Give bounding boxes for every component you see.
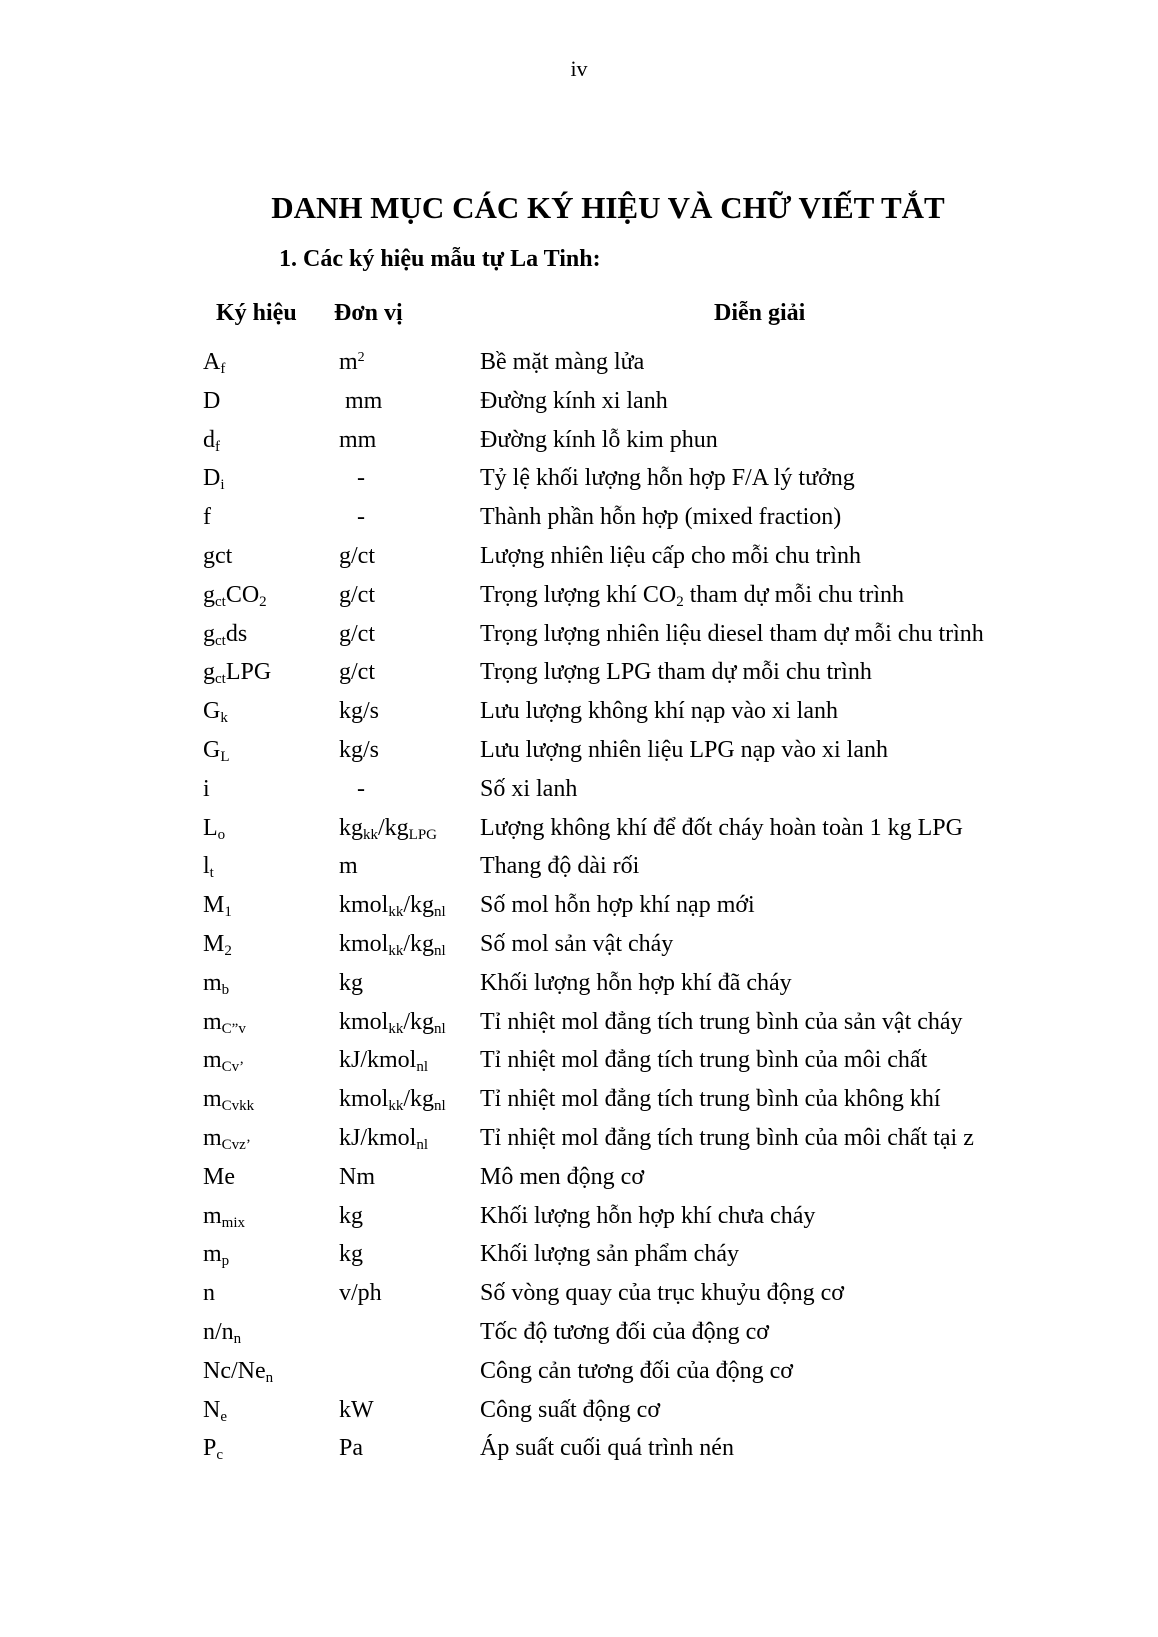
symbol-cell [203, 850, 214, 882]
symbol-cell [203, 618, 247, 650]
rows.15.desc-part: Số mol sản vật cháy [480, 930, 674, 957]
symbol-cell [203, 812, 225, 844]
rows.18.unit-part: nl [416, 1059, 429, 1076]
symbol-cell [203, 695, 228, 727]
rows.0.sym-part: A [203, 349, 221, 375]
rows.6.desc-part: tham dự mỗi chu trình [683, 581, 904, 608]
symbol-cell [203, 579, 267, 611]
rows.7.desc-part: Trọng lượng nhiên liệu diesel tham dự mỗi chu trình [480, 620, 984, 647]
rows.13.sym-part: t [209, 865, 214, 882]
description-cell [480, 1394, 660, 1426]
rows.16.desc-part: Khối lượng hỗn hợp khí đã cháy [480, 969, 792, 996]
rows.23.sym-part: m [203, 1241, 222, 1268]
description-cell [480, 462, 855, 494]
rows.20.sym-part: m [203, 1124, 222, 1151]
description-cell [480, 1355, 793, 1387]
rows.14.unit-part: kk [388, 904, 404, 921]
description-cell [480, 1200, 815, 1232]
description-cell [480, 1083, 941, 1115]
table-row [0, 501, 1158, 540]
rows.13.unit-part: m [339, 853, 358, 880]
rows.20.unit-part: nl [416, 1136, 429, 1153]
rows.8.sym-part: g [203, 659, 215, 686]
column-header-symbol: Ký hiệu [216, 300, 297, 326]
description-cell [480, 889, 755, 921]
rows.16.sym-part: m [203, 969, 222, 996]
rows.2.unit-part: mm [339, 426, 377, 453]
description-cell [480, 346, 644, 378]
rows.11.sym-part: i [203, 775, 210, 802]
rows.27.desc-part: Công suất động cơ [480, 1396, 661, 1423]
rows.27.sym-part: e [220, 1408, 228, 1425]
description-cell [480, 1277, 844, 1309]
symbol-cell [203, 656, 271, 688]
table-row [0, 540, 1158, 579]
symbol-cell [203, 1122, 251, 1154]
rows.22.sym-part: mix [221, 1214, 246, 1231]
symbol-cell [203, 346, 225, 378]
rows.10.unit-part: kg/s [339, 736, 380, 763]
rows.6.desc-part: Trọng lượng khí CO [480, 581, 677, 608]
rows.12.unit-part: LPG [408, 826, 438, 843]
rows.19.unit-part: /kg [403, 1086, 435, 1113]
symbol-cell [203, 501, 211, 533]
rows.4.unit-part: - [339, 504, 365, 531]
table-row [0, 618, 1158, 657]
rows.26.desc-part: Công cản tương đối của động cơ [480, 1357, 793, 1384]
unit-cell [339, 1394, 374, 1426]
unit-cell [339, 889, 446, 921]
rows.8.unit-part: g/ct [339, 659, 375, 686]
rows.25.sym-part: n [233, 1330, 242, 1347]
table-row [0, 1238, 1158, 1277]
unit-cell [339, 1044, 428, 1076]
description-cell [480, 501, 841, 533]
rows.18.sym-part: Cv’ [221, 1059, 245, 1076]
symbol-cell [203, 773, 210, 805]
rows.7.sym-part: ds [225, 620, 248, 647]
rows.17.unit-part: /kg [403, 1008, 435, 1035]
rows.25.sym-part: n/n [203, 1318, 234, 1345]
symbol-cell [203, 385, 220, 417]
rows.11.unit-part: - [339, 775, 365, 802]
unit-cell [339, 579, 375, 611]
unit-cell [339, 424, 376, 456]
rows.6.sym-part: g [203, 581, 215, 608]
description-cell [480, 734, 888, 766]
table-row [0, 1200, 1158, 1239]
rows.17.unit-part: kk [388, 1020, 404, 1037]
rows.21.desc-part: Mô men động cơ [480, 1163, 645, 1190]
rows.24.unit-part: v/ph [339, 1280, 382, 1307]
rows.3.sym-part: D [203, 465, 221, 492]
symbol-cell [203, 1161, 235, 1193]
rows.23.unit-part: kg [339, 1241, 363, 1268]
rows.5.sym-part: gct [203, 542, 233, 569]
table-row [0, 1394, 1158, 1433]
rows.18.sym-part: m [203, 1047, 222, 1074]
rows.12.desc-part: Lượng không khí để đốt cháy hoàn toàn 1 kg LPG [480, 814, 963, 841]
symbol-cell [203, 1083, 254, 1115]
column-header-description: Diễn giải [714, 300, 806, 326]
table-row [0, 1122, 1158, 1161]
table-row [0, 346, 1158, 385]
table-row [0, 1083, 1158, 1122]
table-row [0, 695, 1158, 734]
table-row [0, 889, 1158, 928]
table-row [0, 734, 1158, 773]
description-cell [480, 1238, 739, 1270]
symbol-cell [203, 462, 225, 494]
rows.6.sym-part: CO [225, 581, 260, 608]
table-row [0, 1316, 1158, 1355]
rows.27.unit-part: kW [339, 1396, 374, 1423]
rows.3.sym-part: i [220, 477, 225, 494]
unit-cell [339, 540, 375, 572]
description-cell [480, 656, 872, 688]
rows.9.sym-part: G [203, 698, 221, 725]
rows.21.sym-part: Me [203, 1163, 235, 1190]
unit-cell [339, 1432, 363, 1464]
rows.9.desc-part: Lưu lượng không khí nạp vào xi lanh [480, 698, 838, 725]
rows.1.desc-part: Đường kính xi lanh [480, 387, 668, 414]
table-row [0, 928, 1158, 967]
symbol-cell [203, 1238, 229, 1270]
rows.5.unit-part: g/ct [339, 542, 375, 569]
rows.6.sym-part: ct [215, 593, 226, 610]
rows.19.desc-part: Tỉ nhiệt mol đẳng tích trung bình của không khí [480, 1086, 941, 1113]
table-row [0, 656, 1158, 695]
unit-cell [339, 773, 365, 805]
rows.12.unit-part: kg [339, 814, 363, 841]
rows.4.sym-part: f [203, 504, 211, 531]
rows.20.unit-part: kJ/kmol [339, 1124, 417, 1151]
table-row [0, 1277, 1158, 1316]
table-row [0, 385, 1158, 424]
rows.10.sym-part: L [220, 748, 230, 765]
table-header [0, 300, 1158, 334]
rows.9.sym-part: k [220, 710, 228, 727]
table-row [0, 850, 1158, 889]
rows.1.unit-part: mm [339, 387, 383, 414]
description-cell [480, 812, 963, 844]
rows.17.sym-part: C”v [221, 1020, 246, 1037]
table-row [0, 773, 1158, 812]
rows.15.sym-part: M [203, 930, 225, 957]
rows.22.unit-part: kg [339, 1202, 363, 1229]
unit-cell [339, 1083, 446, 1115]
rows.19.sym-part: m [203, 1086, 222, 1113]
rows.27.sym-part: N [203, 1396, 221, 1423]
rows.14.sym-part: 1 [224, 904, 232, 921]
description-cell [480, 424, 718, 456]
rows.14.sym-part: M [203, 892, 225, 919]
rows.22.sym-part: m [203, 1202, 222, 1229]
unit-cell [339, 928, 446, 960]
rows.25.desc-part: Tốc độ tương đối của động cơ [480, 1318, 769, 1345]
table-row [0, 1355, 1158, 1394]
rows.19.unit-part: kmol [339, 1086, 389, 1113]
rows.17.desc-part: Tỉ nhiệt mol đẳng tích trung bình của sản vật cháy [480, 1008, 963, 1035]
description-cell [480, 540, 861, 572]
unit-cell [339, 1238, 363, 1270]
rows.11.desc-part: Số xi lanh [480, 775, 578, 802]
rows.3.desc-part: Tỷ lệ khối lượng hỗn hợp F/A lý tưởng [480, 465, 855, 492]
unit-cell [339, 967, 363, 999]
symbol-cell [203, 540, 232, 572]
symbol-cell [203, 1432, 223, 1464]
symbol-cell [203, 1200, 245, 1232]
rows.23.desc-part: Khối lượng sản phẩm cháy [480, 1241, 739, 1268]
rows.12.unit-part: kk [363, 826, 378, 843]
description-cell [480, 1161, 644, 1193]
description-cell [480, 1006, 963, 1038]
rows.21.unit-part: Nm [339, 1163, 375, 1190]
rows.15.unit-part: kk [388, 942, 404, 959]
unit-cell [339, 1161, 375, 1193]
rows.12.unit-part: /kg [378, 814, 409, 841]
symbol-cell [203, 1316, 241, 1348]
rows.26.sym-part: n [265, 1369, 274, 1386]
rows.15.unit-part: nl [434, 942, 446, 959]
description-cell [480, 773, 577, 805]
rows.2.desc-part: Đường kính lỗ kim phun [480, 426, 718, 453]
rows.15.unit-part: kmol [339, 930, 389, 957]
rows.9.unit-part: kg/s [339, 698, 380, 725]
rows.19.unit-part: nl [434, 1098, 446, 1115]
description-cell [480, 1432, 734, 1464]
description-cell [480, 618, 984, 650]
rows.14.unit-part: /kg [403, 892, 435, 919]
symbol-cell [203, 1277, 215, 1309]
rows.19.sym-part: Cvkk [221, 1098, 255, 1115]
description-cell [480, 1044, 927, 1076]
unit-cell [339, 618, 375, 650]
rows.0.unit-part: m [339, 349, 358, 375]
table-row [0, 424, 1158, 463]
page-title: DANH MỤC CÁC KÝ HIỆU VÀ CHỮ VIẾT TẮT [271, 190, 945, 225]
rows.6.sym-part: 2 [259, 593, 267, 610]
unit-cell [339, 1200, 363, 1232]
unit-cell [339, 695, 379, 727]
rows.26.sym-part: Nc/Ne [203, 1357, 266, 1384]
rows.7.sym-part: ct [215, 632, 226, 649]
description-cell [480, 928, 673, 960]
rows.8.desc-part: Trọng lượng LPG tham dự mỗi chu trình [480, 659, 872, 686]
unit-cell [339, 501, 365, 533]
description-cell [480, 385, 668, 417]
unit-cell [339, 1122, 428, 1154]
rows.22.desc-part: Khối lượng hỗn hợp khí chưa cháy [480, 1202, 816, 1229]
table-row [0, 462, 1158, 501]
description-cell [480, 695, 838, 727]
symbol-cell [203, 1394, 227, 1426]
symbol-cell [203, 967, 229, 999]
rows.24.sym-part: n [203, 1280, 215, 1307]
table-row [0, 812, 1158, 851]
rows.13.sym-part: l [203, 853, 210, 880]
table-row [0, 1044, 1158, 1083]
description-cell [480, 1122, 974, 1154]
rows.0.desc-part: Bề mặt màng lửa [480, 349, 645, 375]
rows.2.sym-part: d [203, 426, 215, 453]
rows.4.desc-part: Thành phần hỗn hợp (mixed fraction) [480, 504, 842, 531]
symbol-cell [203, 1355, 273, 1387]
rows.6.desc-part: 2 [676, 593, 684, 610]
rows.15.sym-part: 2 [224, 942, 232, 959]
rows.28.unit-part: Pa [339, 1435, 363, 1462]
rows.6.unit-part: g/ct [339, 581, 375, 608]
description-cell [480, 1316, 769, 1348]
rows.17.unit-part: nl [434, 1020, 446, 1037]
unit-cell [339, 812, 437, 844]
rows.18.desc-part: Tỉ nhiệt mol đẳng tích trung bình của môi chất [480, 1047, 928, 1074]
table-row [0, 1161, 1158, 1200]
unit-cell [339, 1277, 382, 1309]
rows.28.sym-part: c [216, 1447, 224, 1464]
rows.7.sym-part: g [203, 620, 215, 647]
unit-cell [339, 850, 358, 882]
rows.23.sym-part: p [221, 1253, 230, 1270]
unit-cell [339, 1006, 446, 1038]
rows.12.sym-part: o [217, 826, 226, 843]
rows.10.desc-part: Lưu lượng nhiên liệu LPG nạp vào xi lanh [480, 736, 888, 763]
rows.2.sym-part: f [215, 438, 220, 455]
rows.18.unit-part: kJ/kmol [339, 1047, 417, 1074]
rows.17.sym-part: m [203, 1008, 222, 1035]
rows.0.sym-part: f [220, 361, 226, 377]
rows.19.unit-part: kk [388, 1098, 404, 1115]
rows.16.sym-part: b [221, 981, 230, 998]
symbol-cell [203, 424, 220, 456]
rows.17.unit-part: kmol [339, 1008, 389, 1035]
unit-cell [339, 385, 382, 417]
unit-cell [339, 462, 365, 494]
table-row [0, 1432, 1158, 1471]
rows.24.desc-part: Số vòng quay của trục khuỷu động cơ [480, 1280, 844, 1307]
rows.15.unit-part: /kg [403, 930, 435, 957]
rows.20.sym-part: Cvz’ [221, 1136, 251, 1153]
symbol-cell [203, 1044, 244, 1076]
rows.1.sym-part: D [203, 387, 221, 414]
table-row [0, 579, 1158, 618]
rows.14.unit-part: kmol [339, 892, 389, 919]
rows.5.desc-part: Lượng nhiên liệu cấp cho mỗi chu trình [480, 542, 861, 569]
page-number: iv [570, 56, 588, 81]
rows.8.sym-part: LPG [225, 659, 272, 686]
rows.28.desc-part: Áp suất cuối quá trình nén [480, 1435, 734, 1462]
symbol-cell [203, 1006, 246, 1038]
rows.14.unit-part: nl [434, 904, 446, 921]
symbol-cell [203, 928, 232, 960]
rows.20.desc-part: Tỉ nhiệt mol đẳng tích trung bình của môi chất tại z [480, 1124, 974, 1151]
rows.0.unit-part: 2 [357, 350, 365, 365]
unit-cell [339, 734, 379, 766]
symbol-table [0, 346, 1158, 1471]
rows.10.sym-part: G [203, 736, 221, 763]
rows.13.desc-part: Thang độ dài rối [480, 853, 640, 880]
rows.28.sym-part: P [203, 1435, 217, 1462]
table-row [0, 967, 1158, 1006]
description-cell [480, 967, 792, 999]
table-row [0, 1006, 1158, 1045]
rows.3.unit-part: - [339, 465, 365, 492]
symbol-cell [203, 734, 230, 766]
column-header-unit: Đơn vị [334, 300, 403, 326]
rows.7.unit-part: g/ct [339, 620, 375, 647]
section-heading: 1. Các ký hiệu mẫu tự La Tinh: [279, 246, 601, 272]
unit-cell [339, 656, 375, 688]
rows.16.unit-part: kg [339, 969, 363, 996]
rows.8.sym-part: ct [215, 671, 226, 688]
description-cell [480, 579, 904, 611]
symbol-cell [203, 889, 232, 921]
rows.14.desc-part: Số mol hỗn hợp khí nạp mới [480, 892, 755, 919]
description-cell [480, 850, 639, 882]
rows.12.sym-part: L [203, 814, 218, 841]
unit-cell [339, 346, 365, 378]
